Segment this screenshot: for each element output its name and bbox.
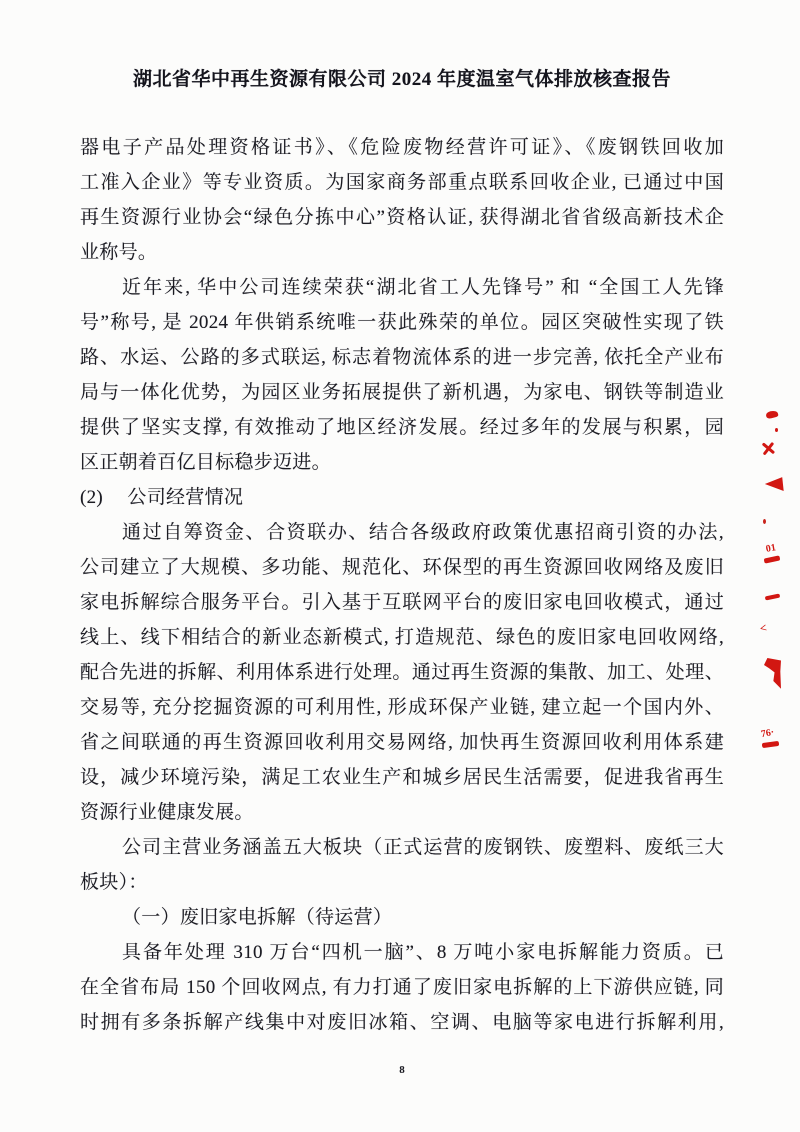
text-line: 业称号。: [80, 242, 158, 263]
text-line: 交易等, 充分挖掘资源的可利用性, 形成环保产业链, 建立起一个国内外、: [80, 697, 724, 718]
text-line: 设，减少环境污染，满足工农业生产和城乡居民生活需要，促进我省再生: [80, 767, 724, 788]
text-line: 号”称号, 是 2024 年供销系统唯一获此殊荣的单位。园区突破性实现了铁: [80, 312, 724, 333]
red-ink-fragment-dot: [775, 428, 778, 432]
red-ink-fragment-blob: [764, 658, 781, 690]
text-line: 区正朝着百亿目标稳步迈进。: [80, 452, 331, 473]
text-line: 时拥有多条拆解产线集中对废旧冰箱、空调、电脑等家电进行拆解利用,: [80, 1012, 724, 1033]
red-ink-fragment-bar: [762, 741, 780, 748]
red-ink-fragment-bar: [765, 593, 781, 600]
red-ink-fragment-angle: <: [758, 620, 769, 636]
text-line: 近年来, 华中公司连续荣获“湖北省工人先锋号” 和 “全国工人先锋: [122, 277, 724, 298]
red-ink-fragment-digits: 01: [765, 542, 777, 555]
text-line: 公司建立了大规模、多功能、规范化、环保型的再生资源回收网络及废旧: [80, 557, 724, 578]
text-line: 线上、线下相结合的新业态新模式, 打造规范、绿色的废旧家电回收网络,: [80, 627, 724, 648]
text-line: 配合先进的拆解、利用体系进行处理。通过再生资源的集散、加工、处理、: [80, 662, 724, 683]
text-line: 器电子产品处理资格证书》、《危险废物经营许可证》、《废钢铁回收加: [80, 137, 724, 158]
text-line: 在全省布局 150 个回收网点, 有力打通了废旧家电拆解的上下游供应链, 同: [80, 977, 724, 998]
text-line: 通过自筹资金、合资联办、结合各级政府政策优惠招商引资的办法,: [122, 522, 724, 543]
text-line: 工准入企业》等专业资质。为国家商务部重点联系回收企业, 已通过中国: [80, 172, 724, 193]
text-line: 省之间联通的再生资源回收利用交易网络, 加快再生资源回收利用体系建: [80, 732, 724, 753]
red-ink-fragment-speck: [763, 519, 766, 524]
text-line: 路、水运、公路的多式联运, 标志着物流体系的进一步完善, 依托全产业布: [80, 347, 724, 368]
text-line: 具备年处理 310 万台“四机一脑”、8 万吨小家电拆解能力资质。已: [122, 942, 724, 963]
text-line: 提供了坚实支撑, 有效推动了地区经济发展。经过多年的发展与积累，园: [80, 417, 724, 438]
page-number: 8: [399, 1064, 405, 1076]
text-line: 公司主营业务涵盖五大板块（正式运营的废钢铁、废塑料、废纸三大: [122, 837, 724, 858]
red-ink-fragment-bar: [764, 555, 781, 563]
red-ink-fragment-cross: [760, 440, 776, 458]
red-ink-fragment-curl: [765, 410, 778, 420]
page-header-title: 湖北省华中再生资源有限公司 2024 年度温室气体排放核查报告: [132, 69, 671, 90]
text-line: 家电拆解综合服务平台。引入基于互联网平台的废旧家电回收模式，通过: [80, 592, 724, 613]
red-ink-fragment-triangle: [764, 477, 783, 493]
text-line: （一）废旧家电拆解（待运营）: [122, 907, 393, 928]
text-line: 局与一体化优势，为园区业务拓展提供了新机遇，为家电、钢铁等制造业: [80, 382, 724, 403]
text-line: 板块）：: [80, 872, 148, 893]
text-line: 资源行业健康发展。: [80, 802, 254, 823]
body-text: [80, 130, 724, 1040]
text-line: (2) 公司经营情况: [80, 487, 244, 508]
text-line: 再生资源行业协会“绿色分拣中心”资格认证, 获得湖北省省级高新技术企: [80, 207, 724, 228]
red-ink-fragment-digits: 76·: [760, 726, 776, 741]
